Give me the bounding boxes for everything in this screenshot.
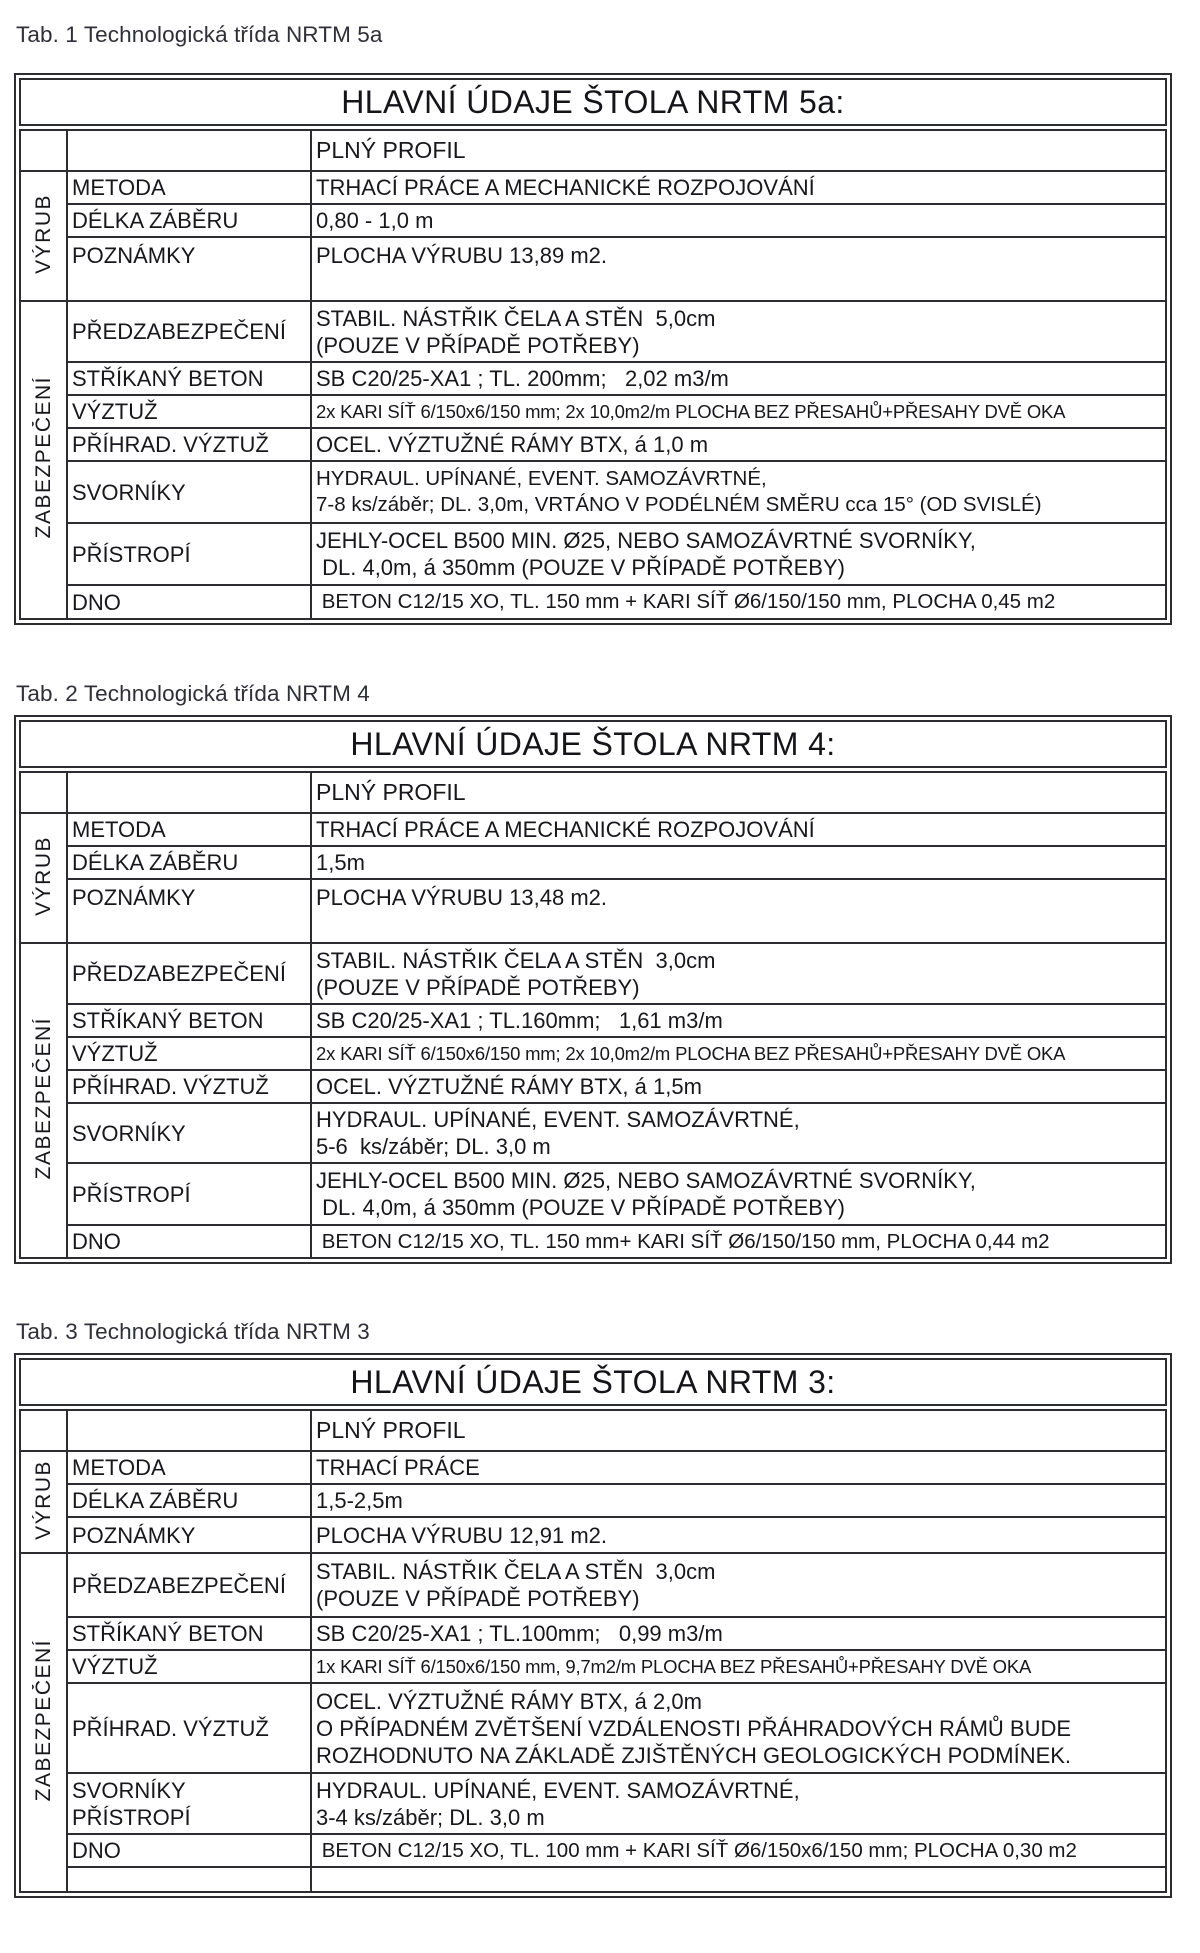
row-value-cell [311, 1484, 1165, 1517]
table-row [21, 1004, 1165, 1037]
table-row [21, 1773, 1165, 1834]
cell-text-line: DL. 4,0m, á 350mm (POUZE V PŘÍPADĚ POTŘEBY) [316, 1195, 845, 1220]
cell-text-line: VÝZTUŽ [72, 1654, 158, 1679]
row-label-cell [67, 1484, 311, 1517]
row-label-cell [67, 846, 311, 879]
group-cell-empty [21, 773, 67, 813]
row-value-cell [311, 428, 1165, 461]
cell-text-line: 3-4 ks/záběr; DL. 3,0 m [316, 1804, 545, 1830]
row-value-cell [311, 1553, 1165, 1617]
label-cell-empty [67, 131, 311, 171]
row-value-cell [311, 362, 1165, 395]
row-value-cell [311, 1163, 1165, 1225]
row-value-cell [311, 1834, 1165, 1867]
row-label-cell [67, 1103, 311, 1163]
cell-text-line: OCEL. VÝZTUŽNÉ RÁMY BTX, á 1,0 m [316, 432, 709, 457]
row-label-cell [67, 1451, 311, 1484]
table-row [21, 237, 1165, 301]
cell-text-line: JEHLY-OCEL B500 MIN. Ø25, NEBO SAMOZÁVRTNÉ SVORNÍKY, [316, 528, 976, 553]
table-1-title: HLAVNÍ ÚDAJE ŠTOLA NRTM 5a: [19, 78, 1167, 126]
row-value-cell [311, 1451, 1165, 1484]
table-row [21, 813, 1165, 846]
table-row [21, 1683, 1165, 1773]
row-value-cell [311, 301, 1165, 362]
group-vertical-label: VÝRUB [31, 193, 55, 274]
row-label-cell [67, 461, 311, 523]
group-vertical-label: VÝRUB [31, 1459, 55, 1540]
cell-text-line: STABIL. NÁSTŘIK ČELA A STĚN 5,0cm [316, 305, 716, 331]
cell-text-line: 2x KARI SÍŤ 6/150x6/150 mm; 2x 10,0m2/m PLOCHA BEZ PŘESAHŮ+PŘESAHY DVĚ OKA [316, 401, 1066, 422]
cell-text-line: SB C20/25-XA1 ; TL.160mm; 1,61 m3/m [316, 1008, 723, 1033]
profile-header-row [21, 773, 1165, 813]
row-value-cell [311, 1070, 1165, 1103]
cell-text-line: POZNÁMKY [72, 885, 196, 910]
row-label-cell [67, 1834, 311, 1867]
cell-text-line: O PŘÍPADNÉM ZVĚTŠENÍ VZDÁLENOSTI PŘÁHRADOVÝCH RÁMŮ BUDE [316, 1715, 1072, 1741]
group-cell-empty [21, 131, 67, 171]
cell-text-line: BETON C12/15 XO, TL. 150 mm + KARI SÍŤ Ø6/150/150 mm, PLOCHA 0,45 m2 [316, 590, 1056, 613]
row-label-cell [67, 1650, 311, 1683]
cell-text-line: (POUZE V PŘÍPADĚ POTŘEBY) [316, 332, 640, 358]
cell-text-line: PŘEDZABEZPEČENÍ [72, 319, 286, 344]
cell-text-line: PLOCHA VÝRUBU 12,91 m2. [316, 1522, 608, 1548]
row-value-cell [311, 1683, 1165, 1773]
table-1-nrtm-5a [14, 73, 1172, 625]
cell-text-line: STABIL. NÁSTŘIK ČELA A STĚN 3,0cm [316, 1559, 716, 1584]
profile-header-cell [311, 773, 1165, 813]
label-cell-empty [67, 773, 311, 813]
cell-text-line: DNO [72, 1229, 121, 1254]
cell-text-line: HYDRAUL. UPÍNANÉ, EVENT. SAMOZÁVRTNÉ, [316, 467, 767, 490]
row-label-cell [67, 943, 311, 1004]
row-value-cell [311, 204, 1165, 237]
main-data-table [21, 131, 1165, 618]
row-label-cell [67, 237, 311, 301]
table-row [21, 1650, 1165, 1683]
cell-text-line: DÉLKA ZÁBĚRU [72, 208, 239, 233]
row-label-cell [67, 1037, 311, 1070]
cell-text-line: (POUZE V PŘÍPADĚ POTŘEBY) [316, 974, 640, 1000]
cell-text-line: BETON C12/15 XO, TL. 100 mm + KARI SÍŤ Ø6/150x6/150 mm; PLOCHA 0,30 m2 [316, 1838, 1077, 1862]
cell-text-line: DÉLKA ZÁBĚRU [72, 850, 239, 875]
table-row [21, 1517, 1165, 1553]
row-value-cell [311, 1650, 1165, 1683]
row-value-cell [311, 1617, 1165, 1650]
table-row [21, 1867, 1165, 1891]
cell-text-line: TRHACÍ PRÁCE A MECHANICKÉ ROZPOJOVÁNÍ [316, 175, 815, 200]
cell-text-line: PŘÍHRAD. VÝZTUŽ [72, 1074, 269, 1099]
table-row [21, 1451, 1165, 1484]
profile-header-row [21, 1411, 1165, 1451]
table-row [21, 1617, 1165, 1650]
group-vertical-label: ZABEZPEČENÍ [31, 1638, 55, 1802]
row-value-cell [311, 395, 1165, 428]
group-cell [21, 813, 67, 943]
row-value-cell [311, 943, 1165, 1004]
table-1-body [19, 129, 1167, 620]
cell-text-line: SVORNÍKY [72, 479, 186, 505]
cell-text-line: DÉLKA ZÁBĚRU [72, 1488, 239, 1513]
cell-text-line: PLOCHA VÝRUBU 13,89 m2. [316, 243, 608, 268]
cell-text-line: JEHLY-OCEL B500 MIN. Ø25, NEBO SAMOZÁVRTNÉ SVORNÍKY, [316, 1168, 976, 1193]
row-label-cell [67, 428, 311, 461]
row-label-cell [67, 171, 311, 204]
group-vertical-label: ZABEZPEČENÍ [31, 376, 55, 539]
group-cell [21, 1553, 67, 1891]
row-value-cell [311, 1773, 1165, 1834]
table-row [21, 1037, 1165, 1070]
cell-text-line: STABIL. NÁSTŘIK ČELA A STĚN 3,0cm [316, 947, 716, 973]
row-value-cell [311, 879, 1165, 943]
table-row [21, 1070, 1165, 1103]
document-page [0, 21, 1200, 1898]
cell-text-line: 1x KARI SÍŤ 6/150x6/150 mm, 9,7m2/m PLOCHA BEZ PŘESAHŮ+PŘESAHY DVĚ OKA [316, 1656, 1032, 1677]
cell-text-line: POZNÁMKY [72, 1522, 196, 1548]
cell-text-line: PŘÍSTROPÍ [72, 1181, 191, 1207]
row-label-cell [67, 362, 311, 395]
cell-text-line: STŘÍKANÝ BETON [72, 1621, 264, 1646]
cell-text-line: TRHACÍ PRÁCE [316, 1455, 480, 1480]
group-cell [21, 1451, 67, 1553]
row-label-cell [67, 1225, 311, 1257]
table-row [21, 1834, 1165, 1867]
table-3-title: HLAVNÍ ÚDAJE ŠTOLA NRTM 3: [19, 1358, 1167, 1406]
cell-text-line: TRHACÍ PRÁCE A MECHANICKÉ ROZPOJOVÁNÍ [316, 817, 815, 842]
cell-text-line: 1,5m [316, 850, 365, 875]
table-row [21, 301, 1165, 362]
cell-text-line: PLOCHA VÝRUBU 13,48 m2. [316, 885, 608, 910]
cell-text-line: PŘEDZABEZPEČENÍ [72, 961, 286, 986]
table-3-nrtm-3 [14, 1353, 1172, 1898]
row-value-cell [311, 585, 1165, 618]
profile-header-row [21, 131, 1165, 171]
table-row [21, 879, 1165, 943]
table-row [21, 1103, 1165, 1163]
row-value-cell [311, 237, 1165, 301]
cell-text-line: HYDRAUL. UPÍNANÉ, EVENT. SAMOZÁVRTNÉ, [316, 1777, 800, 1803]
cell-text-line: OCEL. VÝZTUŽNÉ RÁMY BTX, á 2,0m [316, 1688, 702, 1714]
cell-text-line: PLNÝ PROFIL [316, 779, 466, 805]
cell-text-line: 2x KARI SÍŤ 6/150x6/150 mm; 2x 10,0m2/m PLOCHA BEZ PŘESAHŮ+PŘESAHY DVĚ OKA [316, 1043, 1066, 1064]
group-vertical-label: VÝRUB [31, 835, 55, 916]
row-value-cell [311, 1103, 1165, 1163]
row-value-cell [311, 846, 1165, 879]
row-value-cell [311, 461, 1165, 523]
table-2-caption: Tab. 2 Technologická třída NRTM 4 [16, 681, 370, 706]
cell-text-line: PŘÍHRAD. VÝZTUŽ [72, 432, 269, 457]
cell-text-line: PŘEDZABEZPEČENÍ [72, 1572, 286, 1598]
row-label-cell [67, 301, 311, 362]
cell-text-line: STŘÍKANÝ BETON [72, 366, 264, 391]
table-row [21, 171, 1165, 204]
table-row [21, 846, 1165, 879]
group-cell [21, 301, 67, 618]
table-row [21, 428, 1165, 461]
row-value-cell [311, 1867, 1165, 1891]
row-label-cell [67, 879, 311, 943]
table-row [21, 1553, 1165, 1617]
cell-text-line: PLNÝ PROFIL [316, 137, 466, 163]
cell-text-line: VÝZTUŽ [72, 1041, 158, 1066]
cell-text-line: METODA [72, 175, 166, 200]
main-data-table [21, 1411, 1165, 1891]
row-value-cell [311, 1517, 1165, 1553]
row-value-cell [311, 1037, 1165, 1070]
cell-text-line: SVORNÍKY [72, 1777, 186, 1803]
cell-text-line: METODA [72, 1455, 166, 1480]
cell-text-line: SB C20/25-XA1 ; TL.100mm; 0,99 m3/m [316, 1621, 723, 1646]
row-label-cell [67, 1163, 311, 1225]
profile-header-cell [311, 131, 1165, 171]
cell-text-line: SB C20/25-XA1 ; TL. 200mm; 2,02 m3/m [316, 366, 729, 391]
group-cell [21, 171, 67, 301]
table-3-body [19, 1409, 1167, 1893]
table-row [21, 1484, 1165, 1517]
row-label-cell [67, 1517, 311, 1553]
table-2-body [19, 771, 1167, 1259]
table-row [21, 395, 1165, 428]
cell-text-line: VÝZTUŽ [72, 399, 158, 424]
profile-header-cell [311, 1411, 1165, 1451]
row-value-cell [311, 813, 1165, 846]
cell-text-line: HYDRAUL. UPÍNANÉ, EVENT. SAMOZÁVRTNÉ, [316, 1107, 800, 1132]
table-row [21, 1225, 1165, 1257]
row-label-cell [67, 1683, 311, 1773]
row-label-cell [67, 1070, 311, 1103]
cell-text-line: OCEL. VÝZTUŽNÉ RÁMY BTX, á 1,5m [316, 1074, 702, 1099]
row-value-cell [311, 1004, 1165, 1037]
cell-text-line: 7-8 ks/záběr; DL. 3,0m, VRTÁNO V PODÉLNÉM SMĚRU cca 15° (OD SVISLÉ) [316, 493, 1042, 516]
group-cell [21, 943, 67, 1257]
cell-text-line: DNO [72, 589, 121, 615]
cell-text-line: PLNÝ PROFIL [316, 1417, 466, 1443]
cell-text-line: 1,5-2,5m [316, 1488, 403, 1513]
cell-text-line: STŘÍKANÝ BETON [72, 1008, 264, 1033]
cell-text-line: ROZHODNUTO NA ZÁKLADĚ ZJIŠTĚNÝCH GEOLOGICKÝCH PODMÍNEK. [316, 1742, 1072, 1768]
table-2-title: HLAVNÍ ÚDAJE ŠTOLA NRTM 4: [19, 720, 1167, 768]
row-value-cell [311, 171, 1165, 204]
cell-text-line: PŘÍHRAD. VÝZTUŽ [72, 1715, 269, 1741]
row-label-cell [67, 1867, 311, 1891]
table-row [21, 585, 1165, 618]
group-vertical-label: ZABEZPEČENÍ [31, 1016, 55, 1180]
row-label-cell [67, 813, 311, 846]
row-value-cell [311, 523, 1165, 585]
cell-text-line: BETON C12/15 XO, TL. 150 mm+ KARI SÍŤ Ø6/150/150 mm, PLOCHA 0,44 m2 [316, 1229, 1050, 1253]
cell-text-line: POZNÁMKY [72, 243, 196, 268]
main-data-table [21, 773, 1165, 1257]
table-row [21, 362, 1165, 395]
row-label-cell [67, 1617, 311, 1650]
row-label-cell [67, 523, 311, 585]
label-cell-empty [67, 1411, 311, 1451]
row-label-cell [67, 1773, 311, 1834]
table-row [21, 204, 1165, 237]
table-3-caption: Tab. 3 Technologická třída NRTM 3 [16, 1319, 370, 1344]
cell-text-line: DL. 4,0m, á 350mm (POUZE V PŘÍPADĚ POTŘEBY) [316, 555, 845, 580]
cell-text-line: DNO [72, 1838, 121, 1863]
row-label-cell [67, 204, 311, 237]
row-label-cell [67, 1004, 311, 1037]
group-cell-empty [21, 1411, 67, 1451]
table-row [21, 943, 1165, 1004]
table-row [21, 523, 1165, 585]
row-label-cell [67, 585, 311, 618]
table-2-nrtm-4 [14, 715, 1172, 1264]
cell-text-line: METODA [72, 817, 166, 842]
row-label-cell [67, 395, 311, 428]
row-value-cell [311, 1225, 1165, 1257]
cell-text-line: (POUZE V PŘÍPADĚ POTŘEBY) [316, 1586, 640, 1611]
table-row [21, 461, 1165, 523]
cell-text-line: PŘÍSTROPÍ [72, 541, 191, 567]
cell-text-line: 5-6 ks/záběr; DL. 3,0 m [316, 1134, 551, 1159]
table-row [21, 1163, 1165, 1225]
table-1-caption: Tab. 1 Technologická třída NRTM 5a [16, 22, 383, 47]
cell-text-line: SVORNÍKY [72, 1120, 186, 1146]
row-label-cell [67, 1553, 311, 1617]
cell-text-line: PŘÍSTROPÍ [72, 1804, 191, 1830]
cell-text-line: 0,80 - 1,0 m [316, 208, 434, 233]
